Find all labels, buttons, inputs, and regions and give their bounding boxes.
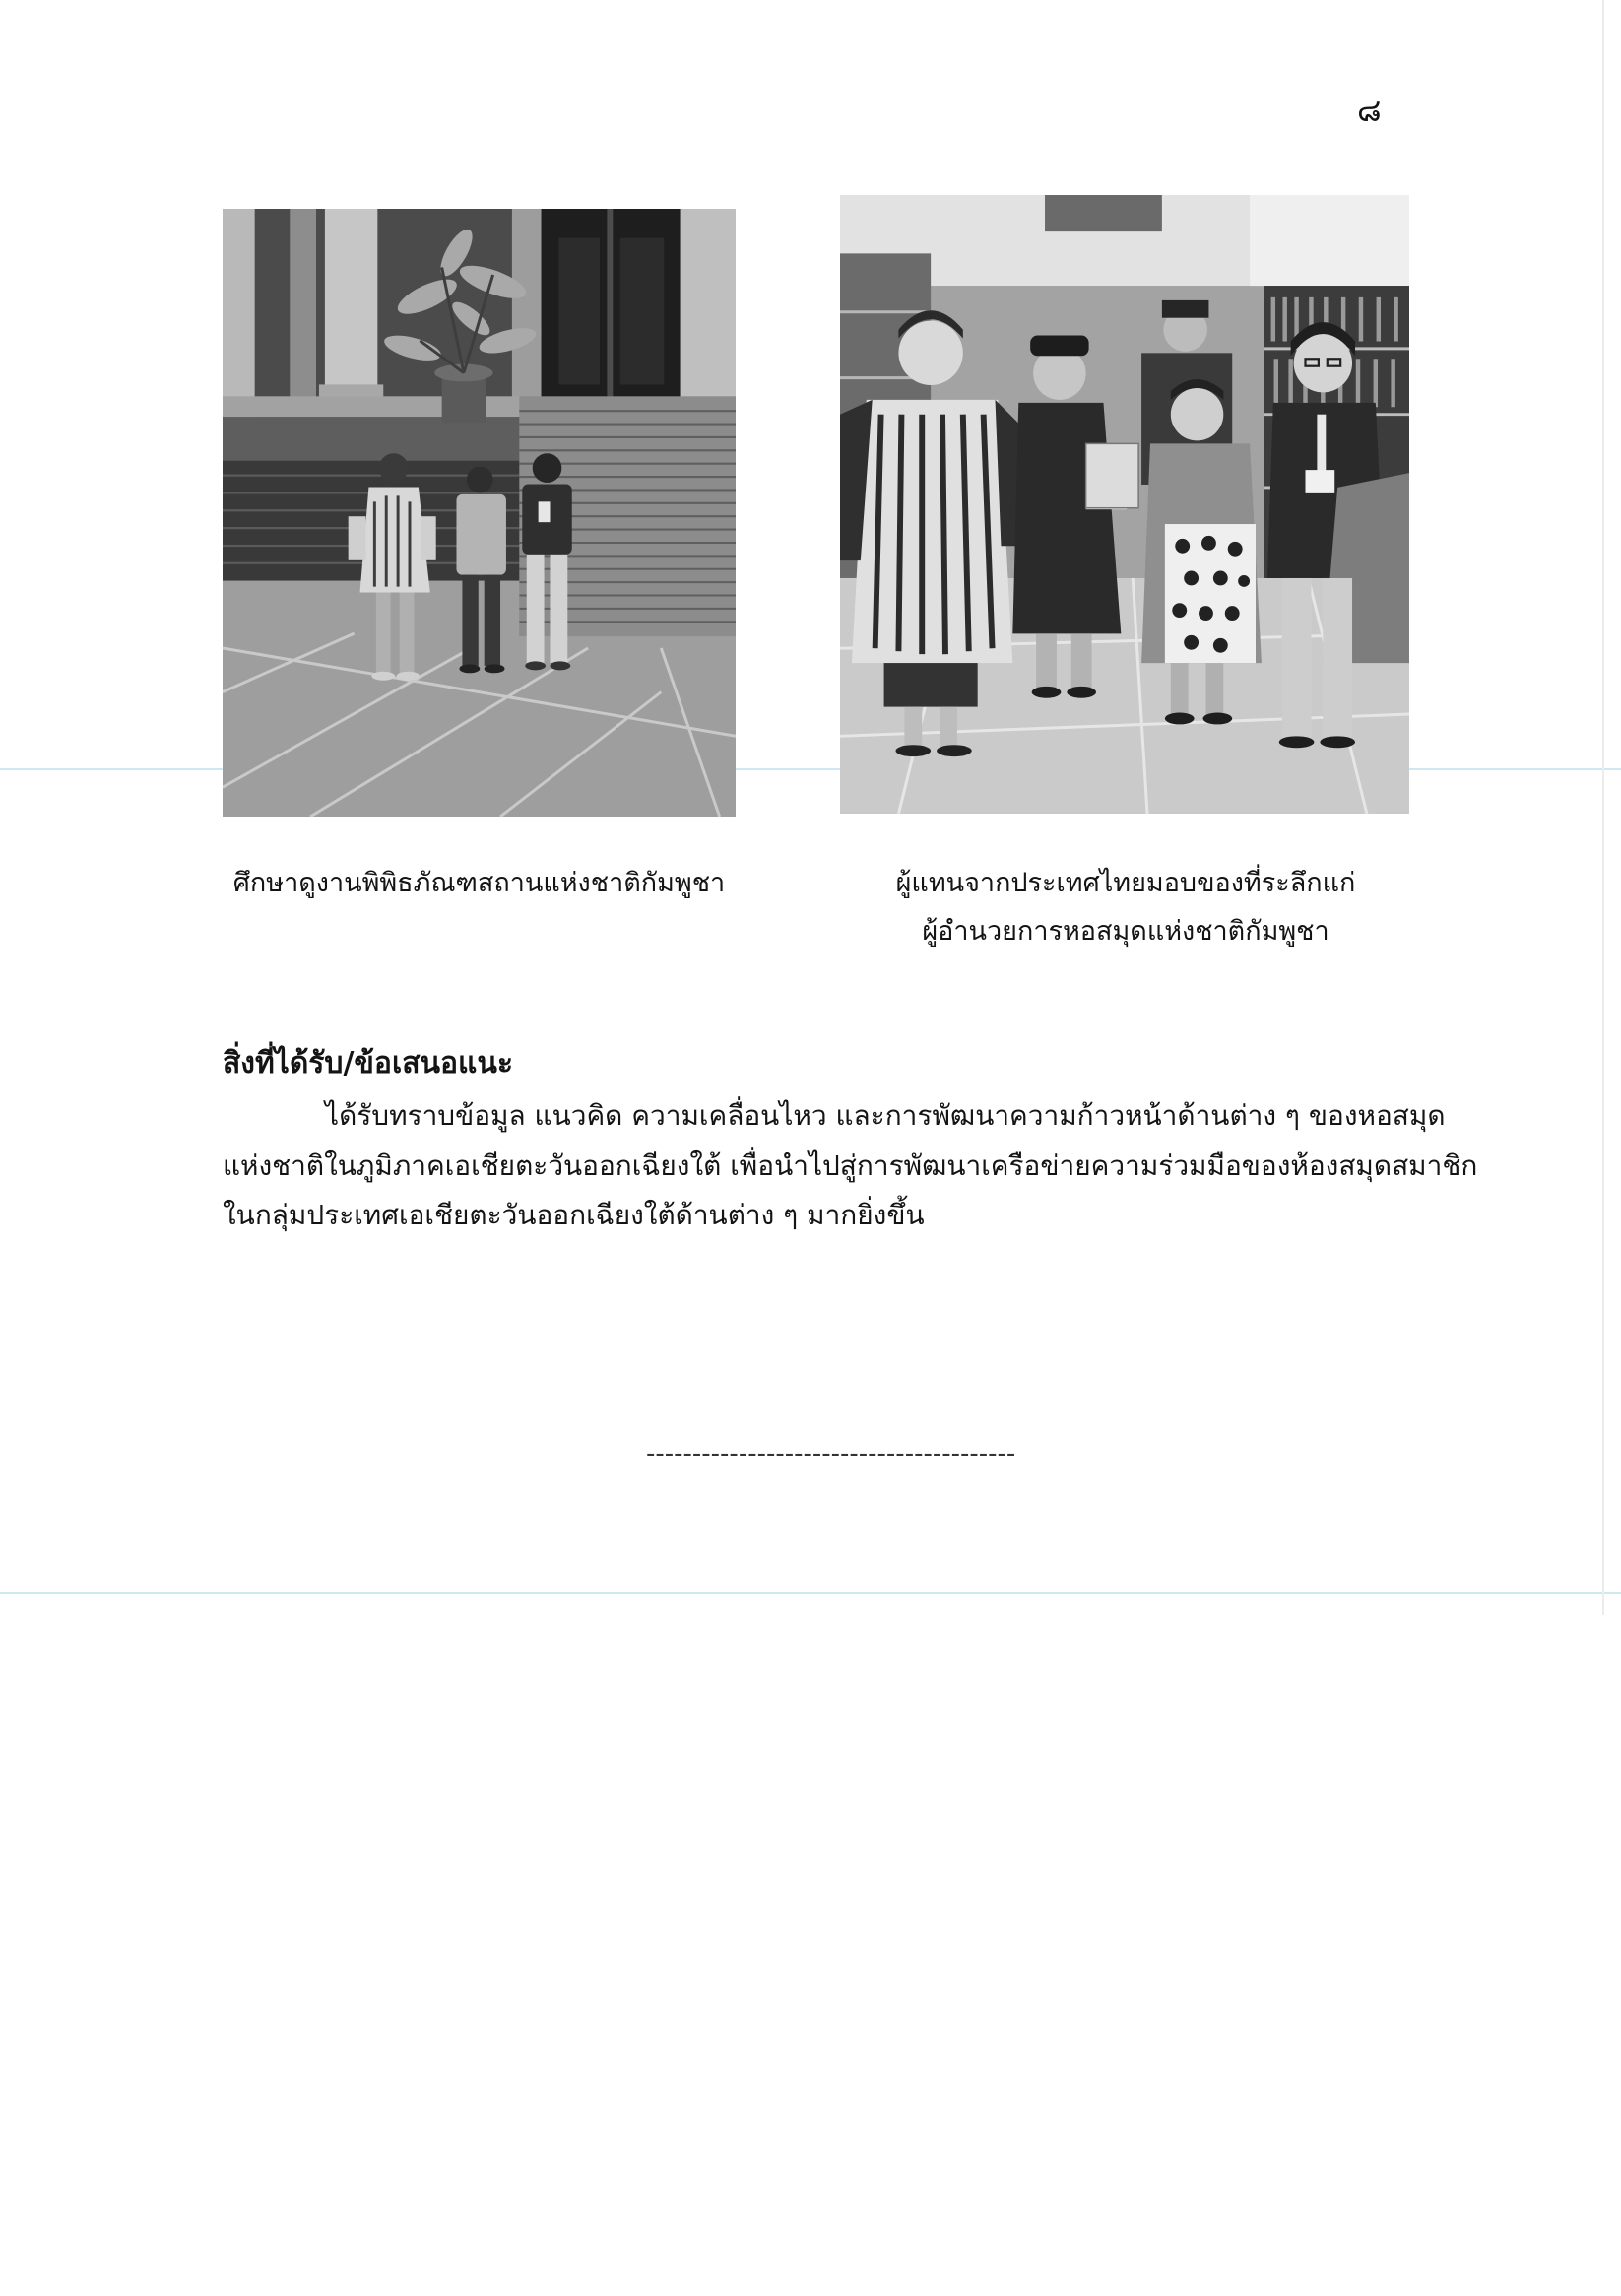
- scan-artifact-line: [0, 1592, 1621, 1594]
- museum-photo: [223, 209, 736, 817]
- library-photo-image: [840, 195, 1409, 814]
- section-heading: สิ่งที่ได้รับ/ข้อเสนอแนะ: [223, 1046, 513, 1081]
- museum-photo-image: [223, 209, 736, 817]
- caption-line: ผู้อำนวยการหอสมุดแห่งชาติกัมพูชา: [922, 916, 1329, 947]
- library-photo: [840, 195, 1409, 814]
- museum-photo-caption: [223, 859, 736, 907]
- caption-line: ศึกษาดูงานพิพิธภัณฑสถานแห่งชาติกัมพูชา: [232, 868, 726, 898]
- paragraph-line: แห่งชาติในภูมิภาคเอเชียตะวันออกเฉียงใต้ เพื่อนำไปสู่การพัฒนาเครือข่ายความร่วมมือของห้องสมุดสมาชิก: [223, 1149, 1478, 1182]
- page-number: ๘: [1357, 92, 1382, 129]
- gift-bag-shape: [1086, 443, 1138, 507]
- scan-artifact-line: [1602, 0, 1604, 1615]
- paragraph-line: ได้รับทราบข้อมูล แนวคิด ความเคลื่อนไหว และการพัฒนาความก้าวหน้าด้านต่าง ๆ ของหอสมุด: [325, 1099, 1446, 1132]
- end-of-section-rule: ----------------------------------------: [646, 1439, 1016, 1469]
- caption-line: ผู้แทนจากประเทศไทยมอบของที่ระลึกแก่: [895, 868, 1356, 898]
- library-photo-caption: [810, 859, 1441, 955]
- paragraph-line: ในกลุ่มประเทศเอเชียตะวันออกเฉียงใต้ด้านต่าง ๆ มากยิ่งขึ้น: [223, 1199, 925, 1231]
